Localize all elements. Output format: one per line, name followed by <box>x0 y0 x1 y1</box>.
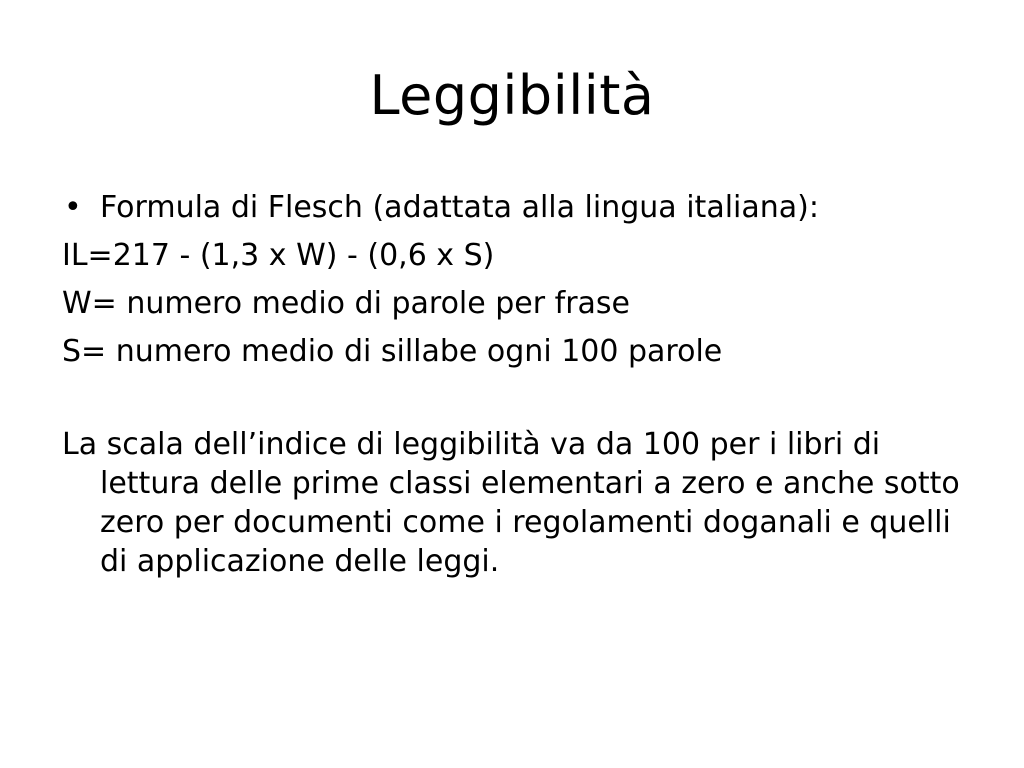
definition-w-line: W= numero medio di parole per frase <box>62 286 630 321</box>
slide-body <box>62 184 962 376</box>
formula-line: IL=217 - (1,3 x W) - (0,6 x S) <box>62 238 495 273</box>
bullet-text: Formula di Flesch (adattata alla lingua italiana): <box>100 190 819 225</box>
bullet-item-formula <box>62 184 962 232</box>
slide-title: Leggibilità <box>369 64 655 127</box>
scale-description-paragraph: La scala dell’indice di leggibilità va da 100 per i libri di lettura delle prime classi elementari a zero e anche sotto zero per documenti come i regolamenti doganali e quelli di applicazione delle leggi. <box>62 427 960 579</box>
definition-s-line: S= numero medio di sillabe ogni 100 parole <box>62 334 723 369</box>
bullet-dot-icon: • <box>64 190 82 225</box>
